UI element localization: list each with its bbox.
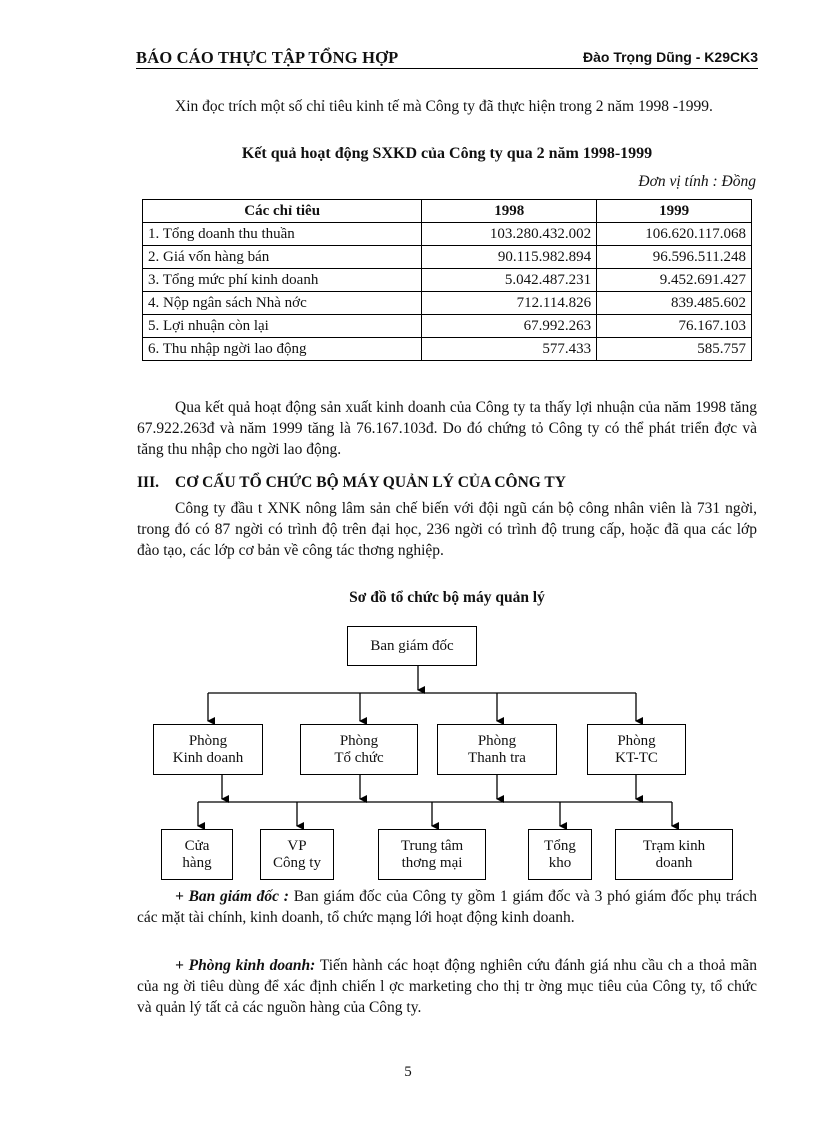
org-box-line: Phòng — [617, 732, 656, 749]
value-1998: 5.042.487.231 — [422, 269, 597, 292]
row-label: 5. Lợi nhuận còn lại — [143, 315, 422, 338]
org-box-tram-kinh-doanh — [615, 829, 733, 880]
column-header-indicator: Các chỉ tiêu — [143, 200, 422, 223]
org-chart-title: Sơ đồ tổ chức bộ máy quản lý — [349, 589, 545, 606]
value-1999: 9.452.691.427 — [597, 269, 752, 292]
value-1999: 76.167.103 — [597, 315, 752, 338]
org-box-line: Phòng — [339, 732, 379, 749]
org-box-line: Tổ chức — [334, 749, 384, 766]
result-paragraph: Qua kết quả hoạt động sản xuất kinh doanh của Công ty ta thấy lợi nhuận của năm 1998 tăng 67.922.263đ và năm 1999 tăng là 76.167.103đ. Do đó chứng tỏ Công ty có thể phát triển đợc và tăng thu nhập cho ngời lao động. — [137, 399, 757, 458]
org-box-line: Cửa — [184, 837, 210, 854]
org-box-vp-cong-ty — [260, 829, 334, 880]
org-box-phong-kinh-doanh — [153, 724, 263, 775]
row-label: 4. Nộp ngân sách Nhà nớc — [143, 292, 422, 315]
table-title: Kết quả hoạt động SXKD của Công ty qua 2 năm 1998-1999 — [241, 145, 653, 162]
org-box-line: KT-TC — [615, 749, 658, 766]
org-box-phong-to-chuc — [300, 724, 418, 775]
org-box-line: Phòng — [188, 732, 228, 749]
value-1998: 712.114.826 — [422, 292, 597, 315]
ban-giam-doc-paragraph — [137, 886, 757, 928]
org-box-line: Trung tâm — [400, 837, 464, 854]
org-box-line: hàng — [182, 854, 212, 871]
column-header-1998: 1998 — [422, 200, 597, 223]
org-box-cua-hang — [161, 829, 233, 880]
org-box-label: Ban giám đốc — [370, 637, 454, 654]
ban-giam-doc-text: Ban giám đốc của Công ty gồm 1 giám đốc và 3 phó giám đốc phụ trách các mặt tài chính, kinh doanh, tổ chức mạng lới hoạt động kinh doanh. — [137, 888, 758, 926]
value-1999: 96.596.511.248 — [597, 246, 752, 269]
org-box-tong-kho — [528, 829, 592, 880]
column-header-1999: 1999 — [597, 200, 752, 223]
ban-giam-doc-label: + Ban giám đốc : — [175, 888, 289, 905]
value-1998: 577.433 — [422, 338, 597, 361]
value-1998: 90.115.982.894 — [422, 246, 597, 269]
org-box-line: Tổng — [544, 837, 576, 854]
org-box-line: Công ty — [273, 854, 321, 871]
section-title: CƠ CẤU TỔ CHỨC BỘ MÁY QUẢN LÝ CỦA CÔNG TY — [175, 474, 566, 491]
phong-kinh-doanh-label: + Phòng kinh doanh: — [175, 957, 316, 974]
value-1998: 67.992.263 — [422, 315, 597, 338]
org-box-ban-giam-doc — [347, 626, 477, 666]
org-box-trung-tam-thuong-mai — [378, 829, 486, 880]
intro-paragraph: Xin đọc trích một số chỉ tiêu kinh tế mà Công ty đã thực hiện trong 2 năm 1998 -1999. — [175, 98, 713, 115]
value-1998: 103.280.432.002 — [422, 223, 597, 246]
header-title: BÁO CÁO THỰC TẬP TỔNG HỢP — [136, 48, 399, 67]
org-box-line: Phòng — [477, 732, 517, 749]
row-label: 1. Tổng doanh thu thuần — [143, 223, 422, 246]
org-box-phong-kt-tc — [587, 724, 686, 775]
org-box-line: kho — [548, 854, 572, 871]
row-label: 2. Giá vốn hàng bán — [143, 246, 422, 269]
row-label: 3. Tổng mức phí kinh doanh — [143, 269, 422, 292]
org-box-line: Thanh tra — [468, 749, 526, 766]
org-box-phong-thanh-tra — [437, 724, 557, 775]
org-box-line: Kinh doanh — [172, 749, 244, 766]
staff-paragraph: Công ty đầu t XNK nông lâm sản chế biến với đội ngũ cán bộ công nhân viên là 731 ngời, trong đó có 87 ngời có trình độ trên đại học, 236 ngời có trình độ trung cấp, hoặc đã qua các lớp đào tạo, các lớp cơ bản về công tác thơng nghiệp. — [137, 500, 757, 559]
row-label: 6. Thu nhập ngời lao động — [143, 338, 422, 361]
value-1999: 585.757 — [597, 338, 752, 361]
section-number: III. — [137, 474, 159, 491]
phong-kinh-doanh-text: Tiến hành các hoạt động nghiên cứu đánh giá nhu cầu ch a thoả mãn của ng ời tiêu dùng để xác định chiến l ợc marketing cho thị tr ờng mục tiêu của Công ty, tổ chức và quản lý tất cả các nguồn hàng của Công ty. — [137, 957, 757, 1016]
page-number: 5 — [404, 1064, 412, 1080]
table-unit: Đơn vị tính : Đồng — [638, 173, 756, 190]
org-box-line: VP — [287, 837, 307, 854]
org-box-line: thơng mại — [401, 854, 463, 871]
org-box-line: Trạm kinh — [642, 837, 706, 854]
header-author: Đào Trọng Dũng - K29CK3 — [582, 49, 758, 65]
org-box-line: doanh — [655, 854, 693, 871]
phong-kinh-doanh-paragraph — [137, 955, 757, 1018]
value-1999: 839.485.602 — [597, 292, 752, 315]
value-1999: 106.620.117.068 — [597, 223, 752, 246]
